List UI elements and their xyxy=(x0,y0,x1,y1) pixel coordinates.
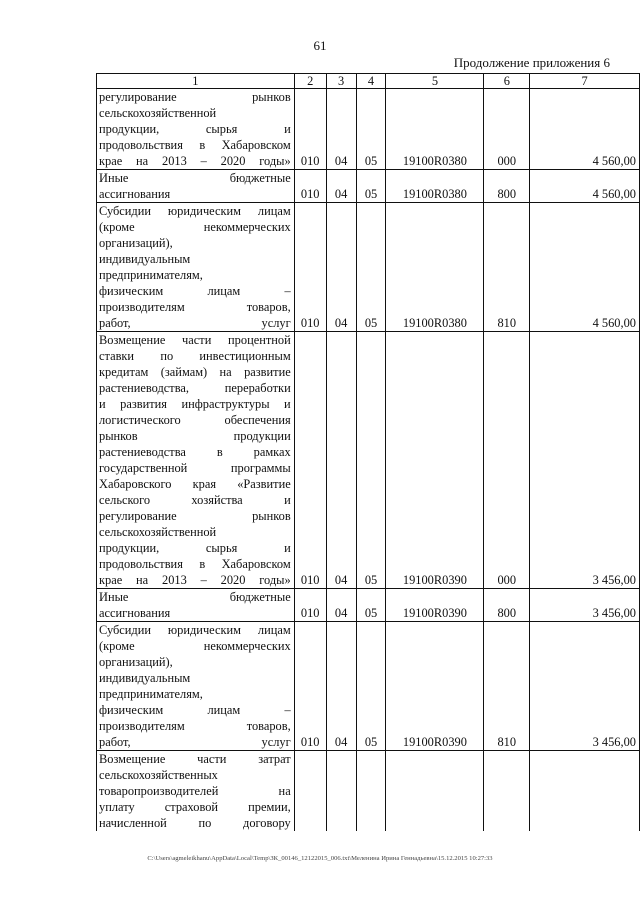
table-row xyxy=(97,170,640,203)
description-line: товаропроизводителей на xyxy=(99,784,291,798)
description-line: работ, услуг xyxy=(99,316,291,330)
subsection-code: 05 xyxy=(356,622,386,751)
description-line: Субсидии юридическим лицам xyxy=(99,623,291,637)
description-line: сельскохозяйственной xyxy=(99,106,217,120)
description-line: сельскохозяйственной xyxy=(99,525,217,539)
description-line: ассигнования xyxy=(99,187,171,201)
amount-cell: 4 560,00 xyxy=(530,170,640,203)
target-article-code: 19100R0380 xyxy=(386,89,484,170)
amount-cell: 4 560,00 xyxy=(530,203,640,332)
description-line: сельского хозяйства и xyxy=(99,493,291,507)
expense-type-code: 810 xyxy=(484,622,530,751)
item-description xyxy=(97,751,295,832)
table-row xyxy=(97,622,640,751)
description-line: продовольствия в Хабаровском xyxy=(99,138,291,152)
amount-cell: 3 456,00 xyxy=(530,332,640,589)
column-header: 1 xyxy=(97,74,295,89)
item-description xyxy=(97,89,295,170)
section-code: 04 xyxy=(326,622,356,751)
table-row xyxy=(97,332,640,589)
expense-type-code: 800 xyxy=(484,589,530,622)
description-line: логистического обеспечения xyxy=(99,413,291,427)
description-line: производителям товаров, xyxy=(99,300,291,314)
description-line: организаций), xyxy=(99,655,173,669)
subsection-code: 05 xyxy=(356,203,386,332)
description-line: работ, услуг xyxy=(99,735,291,749)
section-code: 04 xyxy=(326,332,356,589)
description-line: физическим лицам – xyxy=(99,703,291,717)
ministry-code: 010 xyxy=(294,332,326,589)
continuation-note: Продолжение приложения 6 xyxy=(453,55,610,70)
description-line: Иные бюджетные xyxy=(99,590,291,604)
column-header: 5 xyxy=(386,74,484,89)
table-row xyxy=(97,89,640,170)
section-code xyxy=(326,751,356,832)
ministry-code: 010 xyxy=(294,89,326,170)
description-line: Субсидии юридическим лицам xyxy=(99,204,291,218)
item-description xyxy=(97,332,295,589)
description-line: Хабаровского края «Развитие xyxy=(99,477,291,491)
description-line: кредитам (займам) на развитие xyxy=(99,365,291,379)
expense-type-code: 810 xyxy=(484,203,530,332)
description-line: Иные бюджетные xyxy=(99,171,291,185)
expense-type-code: 000 xyxy=(484,332,530,589)
description-line: крае на 2013 – 2020 годы» xyxy=(99,154,291,168)
description-line: государственной программы xyxy=(99,461,291,475)
subsection-code: 05 xyxy=(356,332,386,589)
description-line: предпринимателям, xyxy=(99,687,203,701)
section-code: 04 xyxy=(326,589,356,622)
ministry-code: 010 xyxy=(294,589,326,622)
target-article-code: 19100R0390 xyxy=(386,622,484,751)
description-line: ассигнования xyxy=(99,606,171,620)
description-line: индивидуальным xyxy=(99,671,191,685)
section-code: 04 xyxy=(326,203,356,332)
column-header: 2 xyxy=(294,74,326,89)
expense-type-code: 800 xyxy=(484,170,530,203)
page-number: 61 xyxy=(313,38,327,53)
column-header: 4 xyxy=(356,74,386,89)
table-row xyxy=(97,751,640,832)
description-line: сельскохозяйственных xyxy=(99,768,218,782)
description-line: регулирование рынков xyxy=(99,90,291,104)
item-description xyxy=(97,203,295,332)
expense-type-code: 000 xyxy=(484,89,530,170)
description-line: (кроме некоммерческих xyxy=(99,639,291,653)
section-code: 04 xyxy=(326,170,356,203)
description-line: уплату страховой премии, xyxy=(99,800,291,814)
ministry-code: 010 xyxy=(294,170,326,203)
section-code: 04 xyxy=(326,89,356,170)
description-line: индивидуальным xyxy=(99,252,191,266)
budget-table xyxy=(96,73,640,831)
description-line: продовольствия в Хабаровском xyxy=(99,557,291,571)
target-article-code: 19100R0390 xyxy=(386,589,484,622)
table-row xyxy=(97,203,640,332)
description-line: предпринимателям, xyxy=(99,268,203,282)
description-line: и развития инфраструктуры и xyxy=(99,397,291,411)
description-line: ставки по инвестиционным xyxy=(99,349,291,363)
description-line: физическим лицам – xyxy=(99,284,291,298)
description-line: организаций), xyxy=(99,236,173,250)
amount-cell: 3 456,00 xyxy=(530,622,640,751)
description-line: Возмещение части затрат xyxy=(99,752,291,766)
table-header-row xyxy=(97,74,640,89)
ministry-code: 010 xyxy=(294,622,326,751)
subsection-code: 05 xyxy=(356,589,386,622)
description-line: производителям товаров, xyxy=(99,719,291,733)
description-line: продукции, сырья и xyxy=(99,541,291,555)
item-description xyxy=(97,170,295,203)
description-line: регулирование рынков xyxy=(99,509,291,523)
target-article-code xyxy=(386,751,484,832)
expense-type-code xyxy=(484,751,530,832)
ministry-code xyxy=(294,751,326,832)
item-description xyxy=(97,589,295,622)
target-article-code: 19100R0380 xyxy=(386,203,484,332)
amount-cell: 4 560,00 xyxy=(530,89,640,170)
description-line: (кроме некоммерческих xyxy=(99,220,291,234)
description-line: начисленной по договору xyxy=(99,816,291,830)
table-row xyxy=(97,589,640,622)
subsection-code: 05 xyxy=(356,89,386,170)
target-article-code: 19100R0390 xyxy=(386,332,484,589)
description-line: Возмещение части процентной xyxy=(99,333,291,347)
column-header: 6 xyxy=(484,74,530,89)
description-line: крае на 2013 – 2020 годы» xyxy=(99,573,291,587)
ministry-code: 010 xyxy=(294,203,326,332)
description-line: продукции, сырья и xyxy=(99,122,291,136)
column-header: 7 xyxy=(530,74,640,89)
column-header: 3 xyxy=(326,74,356,89)
subsection-code: 05 xyxy=(356,170,386,203)
description-line: растениеводства в рамках xyxy=(99,445,291,459)
table-body xyxy=(97,74,640,832)
footer-file-path: C:\Users\agmeleikhanu\AppData\Local\Temp\ЗК_00146_12122015_006.txt\Меленина Ирина Геннадьевна\15.12.2015 10:27:33 xyxy=(147,855,493,862)
amount-cell xyxy=(530,751,640,832)
target-article-code: 19100R0380 xyxy=(386,170,484,203)
description-line: рынков продукции xyxy=(99,429,291,443)
description-line: растениеводства, переработки xyxy=(99,381,291,395)
item-description xyxy=(97,622,295,751)
subsection-code xyxy=(356,751,386,832)
amount-cell: 3 456,00 xyxy=(530,589,640,622)
